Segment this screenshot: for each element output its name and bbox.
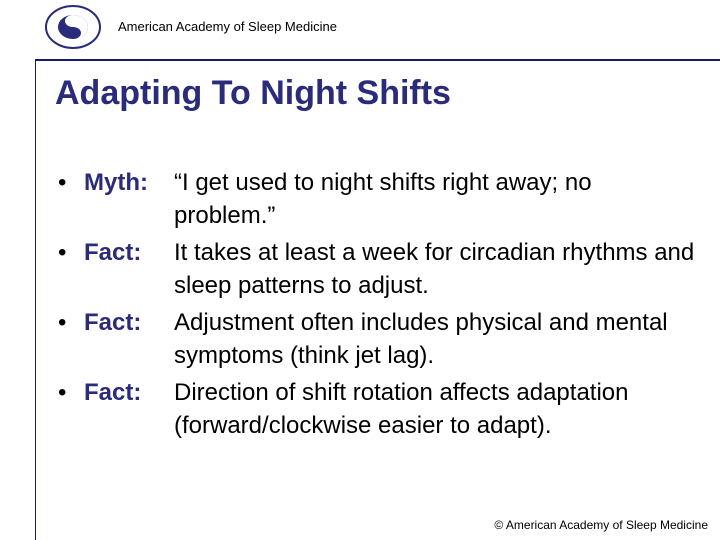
bullet-item	[58, 306, 698, 372]
bullet-label: Fact:	[84, 379, 142, 406]
bullet-text: Direction of shift rotation affects adaptation (forward/clockwise easier to adapt).	[174, 379, 629, 439]
logo-wake-text: WAKE	[67, 21, 79, 26]
bullet-text: It takes at least a week for circadian rhythms and sleep patterns to adjust.	[174, 239, 695, 299]
bullet-list	[58, 166, 698, 446]
footer-copyright: © American Academy of Sleep Medicine	[494, 518, 708, 532]
bullet-marker: •	[58, 309, 67, 336]
bullet-label: Myth:	[84, 169, 148, 196]
bullet-marker: •	[58, 239, 67, 266]
slide-title: Adapting To Night Shifts	[55, 74, 451, 112]
bullet-label: Fact:	[84, 239, 142, 266]
bullet-item	[58, 166, 698, 232]
header-org-name: American Academy of Sleep Medicine	[118, 19, 337, 34]
bullet-text: Adjustment often includes physical and mental symptoms (think jet lag).	[174, 309, 668, 369]
logo-sleep-text: SLEEP	[66, 31, 80, 36]
aasm-logo	[42, 4, 104, 50]
bullet-marker: •	[58, 169, 67, 196]
header-divider	[36, 59, 720, 61]
left-border	[35, 59, 36, 540]
bullet-text: “I get used to night shifts right away; no problem.”	[174, 169, 592, 229]
bullet-marker: •	[58, 379, 67, 406]
bullet-item	[58, 376, 698, 442]
bullet-item	[58, 236, 698, 302]
bullet-label: Fact:	[84, 309, 142, 336]
